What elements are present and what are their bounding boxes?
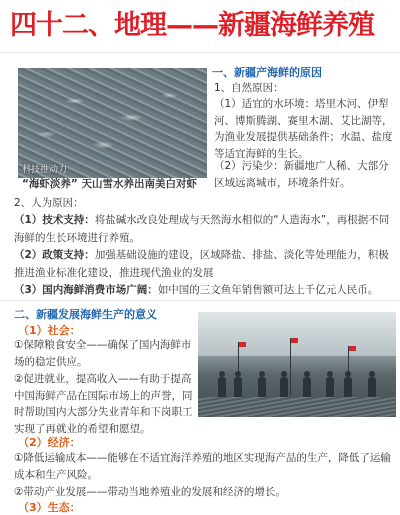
social-item-2: ②促进就业，提高收入——有助于提高中国海鲜产品在国际市场上的声誉，同时帮助国内大部分失业青年和下岗职工实现了再就业的希望和愿望。	[14, 373, 193, 435]
page-title: 四十二、地理——新疆海鲜养殖	[10, 10, 374, 41]
social-heading: （1）社会：	[18, 324, 81, 337]
worker-figure	[258, 377, 266, 399]
human-item-3	[14, 282, 394, 300]
human-item-1-body: 将盐碱水改良处理成与天然海水相似的“人造海水”，再根据不同海鲜的生长环境进行养殖。	[14, 214, 390, 244]
economic-heading: （2）经济：	[18, 436, 81, 449]
section2-heading: 二、新疆发展海鲜生产的意义	[14, 308, 157, 321]
photo-watermark: 科技推动力	[22, 165, 68, 175]
title-divider	[0, 52, 400, 53]
photo-caption: “海虾淡养” 天山雪水养出南美白对虾	[22, 178, 197, 190]
shrimp-farm-photo	[18, 68, 207, 178]
human-item-3-body: 如中国的三文鱼年销售额可达上千亿元人民币。	[157, 284, 379, 296]
flag-pole	[290, 338, 291, 396]
social-item-1: ①保障粮食安全——确保了国内海鲜市场的稳定供应。	[14, 339, 192, 368]
workers-with-flags-photo	[198, 312, 396, 417]
worker-figure	[234, 377, 242, 399]
worker-figure	[368, 377, 376, 399]
worker-figure	[344, 377, 352, 399]
human-item-1-lead: （1）技术支持：	[14, 214, 95, 226]
section-divider	[0, 300, 400, 301]
worker-figure	[280, 377, 288, 399]
worker-figure	[218, 377, 226, 399]
human-item-1	[14, 212, 394, 247]
red-flag	[291, 338, 298, 343]
natural-item-1: （1）适宜的水环境：塔里木河、伊犁河、博斯腾湖、赛里木湖、艾比湖等，为渔业发展提供基础条件；水温、盐度等适宜海鲜的生长。	[214, 98, 393, 160]
natural-item-2: （2）污染少：新疆地广人稀、大部分区域远离城市，环境条件好。	[214, 160, 389, 189]
section1-heading: 一、新疆产海鲜的原因	[212, 66, 322, 79]
red-flag	[349, 346, 356, 351]
economic-item-2: ②带动产业发展——带动当地养殖业的发展和经济的增长。	[14, 486, 286, 498]
economic-item-1: ①降低运输成本——能够在不适宜海洋养殖的地区实现海产品的生产，降低了运输成本和生产风险。	[14, 452, 391, 481]
worker-figure	[303, 377, 311, 399]
red-flag	[239, 342, 246, 347]
photo-water	[198, 397, 396, 417]
natural-heading: 1、自然原因：	[214, 82, 284, 94]
human-heading: 2、人为原因：	[14, 197, 84, 209]
worker-figure	[326, 377, 334, 399]
human-item-2-lead: （2）政策支持：	[14, 249, 95, 261]
human-item-3-lead: （3）国内海鲜消费市场广阔：	[14, 284, 158, 296]
human-item-2-body: 加强基础设施的建设，区域降盐、排盐、淡化等处理能力，积极推进渔业标准化建设，推进现代渔业的发展	[14, 249, 389, 279]
human-item-2	[14, 247, 394, 282]
ecological-heading: （3）生态：	[18, 501, 81, 514]
photo-sky	[198, 312, 396, 356]
